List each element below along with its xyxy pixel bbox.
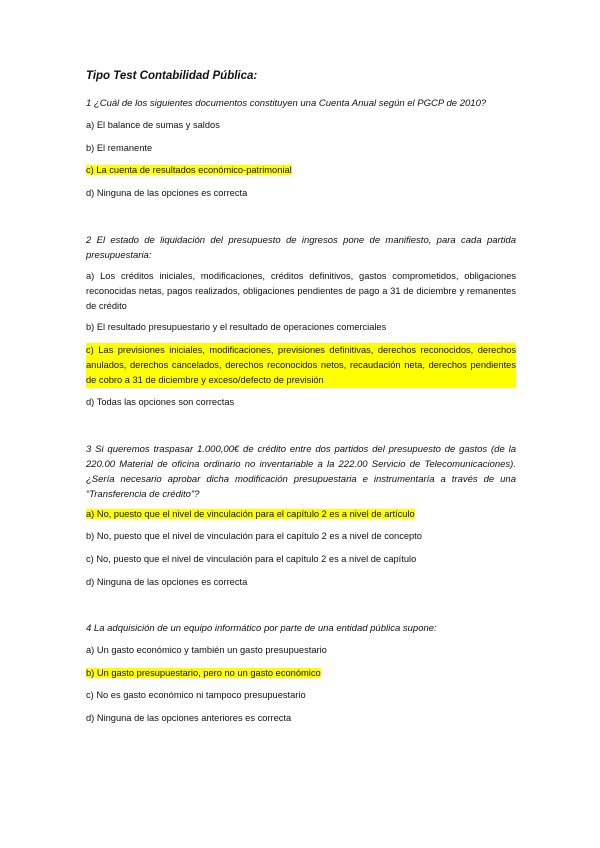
question-2-text: 2 El estado de liquidación del presupuesto de ingresos pone de manifiesto, para cada partida presupuestaria: bbox=[86, 235, 516, 261]
question-3-option-d: d) Ninguna de las opciones es correcta bbox=[86, 577, 248, 587]
question-1-option-d: d) Ninguna de las opciones es correcta bbox=[86, 188, 248, 198]
question-1-option-c-correct bbox=[86, 163, 292, 178]
question-4-option-a: a) Un gasto económico y también un gasto presupuestario bbox=[86, 645, 327, 655]
question-2-option-c-correct: c) Las previsiones iniciales, modificaciones, previsiones definitivas, derechos reconocidos, derechos anulados, derechos cancelados, derechos reconocidos netos, recaudación neta, derechos pendientes de cobro a 31 de diciembre y exceso/defecto de previsión bbox=[86, 343, 516, 388]
question-4-option-d: d) Ninguna de las opciones anteriores es correcta bbox=[86, 713, 292, 723]
highlighted-answer: a) No, puesto que el nivel de vinculación para el capítulo 2 es a nivel de artículo bbox=[86, 509, 415, 519]
question-3-option-a-correct bbox=[86, 507, 415, 522]
question-3-option-c: c) No, puesto que el nivel de vinculación para el capítulo 2 es a nivel de capítulo bbox=[86, 554, 417, 564]
question-1-text: 1 ¿Cuál de los siguientes documentos constituyen una Cuenta Anual según el PGCP de 2010? bbox=[86, 98, 487, 109]
question-2-option-a: a) Los créditos iniciales, modificaciones, créditos definitivos, gastos comprometidos, obligaciones reconocidas netas, pagos realizados, obligaciones pendientes de pago a 31 de diciembre y remanentes de crédito bbox=[86, 271, 516, 311]
question-4-text: 4 La adquisición de un equipo informático por parte de una entidad pública supone: bbox=[86, 623, 437, 634]
question-2-option-d: d) Todas las opciones son correctas bbox=[86, 397, 235, 407]
highlighted-answer: c) La cuenta de resultados económico-patrimonial bbox=[86, 165, 292, 175]
question-3-option-b: b) No, puesto que el nivel de vinculación para el capítulo 2 es a nivel de concepto bbox=[86, 531, 422, 541]
question-1-option-b: b) El remanente bbox=[86, 143, 153, 153]
question-4-option-b-correct bbox=[86, 666, 321, 681]
question-4-option-c: c) No es gasto económico ni tampoco presupuestario bbox=[86, 690, 306, 700]
question-1-option-a: a) El balance de sumas y saldos bbox=[86, 120, 220, 130]
highlighted-answer: b) Un gasto presupuestario, pero no un gasto económico bbox=[86, 668, 321, 678]
document-title: Tipo Test Contabilidad Pública: bbox=[86, 70, 258, 82]
question-2-option-b: b) El resultado presupuestario y el resultado de operaciones comerciales bbox=[86, 322, 387, 332]
question-3-text: 3 Si queremos traspasar 1.000,00€ de crédito entre dos partidos del presupuesto de gastos (de la 220.00 Material de oficina ordinario no inventariable a la 222.00 Servicio de Telecomunicaciones). ¿Sería necesario aprobar dicha modificación presupuestaria e instrumentaría a través de una “Transferencia de crédito”? bbox=[86, 444, 516, 500]
